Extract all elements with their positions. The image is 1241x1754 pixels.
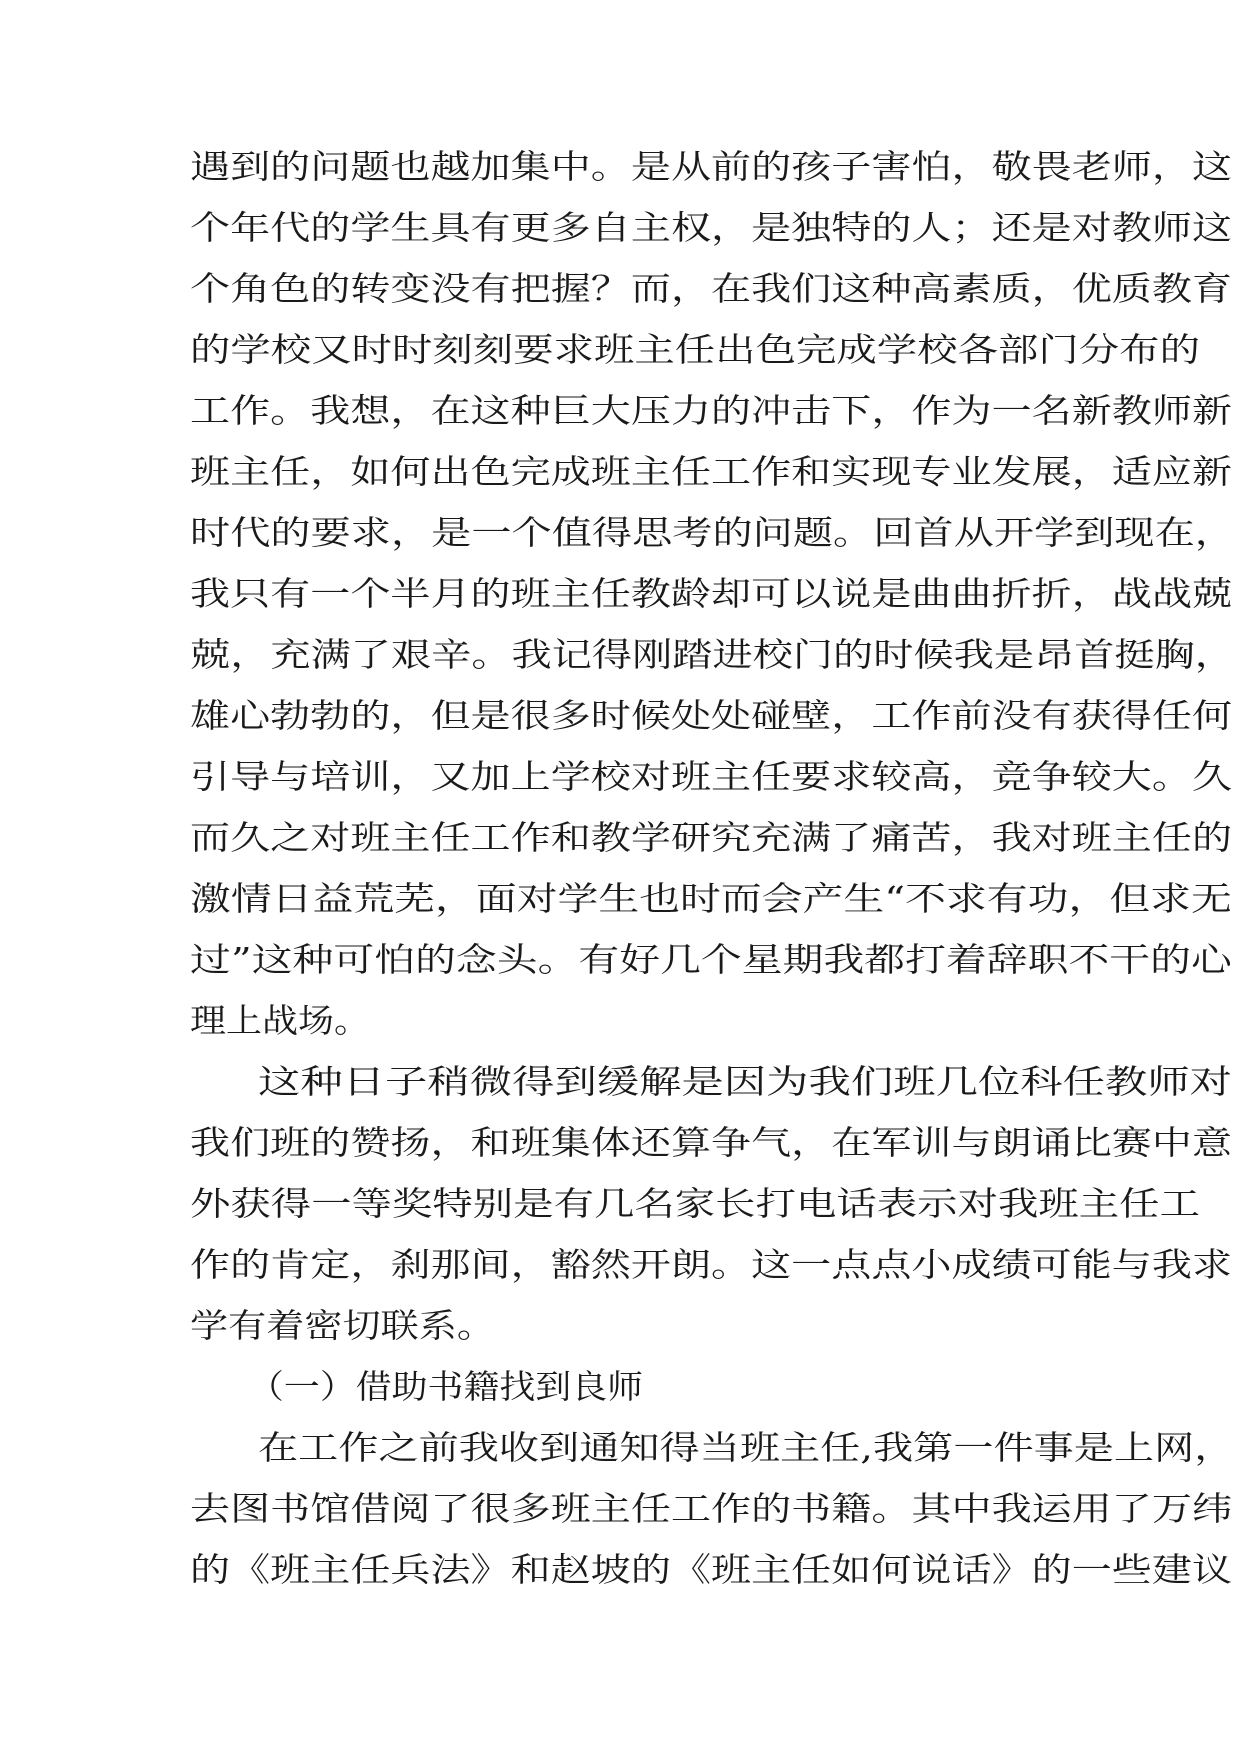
text-line: 遇到的问题也越加集中。是从前的孩子害怕，敬畏老师，这	[190, 147, 1233, 186]
text-line: 在工作之前我收到通知得当班主任,我第一件事是上网，	[258, 1428, 1235, 1467]
text-line: 过”这种可怕的念头。有好几个星期我都打着辞职不干的心	[190, 940, 1232, 979]
text-line: 个角色的转变没有把握？而，在我们这种高素质，优质教育	[190, 269, 1233, 308]
text-line: 这种日子稍微得到缓解是因为我们班几位科任教师对	[258, 1062, 1233, 1101]
text-line: 工作。我想，在这种巨大压力的冲击下，作为一名新教师新	[190, 391, 1233, 430]
text-line: 而久之对班主任工作和教学研究充满了痛苦，我对班主任的	[190, 818, 1233, 857]
text-line: 学有着密切联系。	[190, 1306, 495, 1345]
text-line: 兢，充满了艰辛。我记得刚踏进校门的时候我是昂首挺胸，	[190, 635, 1235, 674]
text-line: 引导与培训，又加上学校对班主任要求较高，竞争较大。久	[190, 757, 1233, 796]
text-line: 激情日益荒芜，面对学生也时而会产生“不求有功，但求无	[190, 879, 1232, 918]
text-line: 理上战场。	[190, 1001, 370, 1040]
text-line: 去图书馆借阅了很多班主任工作的书籍。其中我运用了万纬	[190, 1489, 1233, 1528]
text-line: 个年代的学生具有更多自主权，是独特的人；还是对教师这	[190, 208, 1233, 247]
text-line: 的《班主任兵法》和赵坡的《班主任如何说话》的一些建议	[190, 1550, 1233, 1589]
text-line: 我们班的赞扬，和班集体还算争气，在军训与朗诵比赛中意	[190, 1123, 1233, 1162]
text-line: 外获得一等奖特别是有几名家长打电话表示对我班主任工	[190, 1184, 1200, 1223]
text-line: 时代的要求，是一个值得思考的问题。回首从开学到现在，	[190, 513, 1235, 552]
text-line: 作的肯定，刹那间，豁然开朗。这一点点小成绩可能与我求	[190, 1245, 1233, 1284]
section-heading: （一）借助书籍找到良师	[248, 1367, 644, 1406]
text-line: 我只有一个半月的班主任教龄却可以说是曲曲折折，战战兢	[190, 574, 1233, 613]
text-line: 的学校又时时刻刻要求班主任出色完成学校各部门分布的	[190, 330, 1200, 369]
text-line: 雄心勃勃的，但是很多时候处处碰壁，工作前没有获得任何	[190, 696, 1233, 735]
text-line: 班主任，如何出色完成班主任工作和实现专业发展，适应新	[190, 452, 1233, 491]
